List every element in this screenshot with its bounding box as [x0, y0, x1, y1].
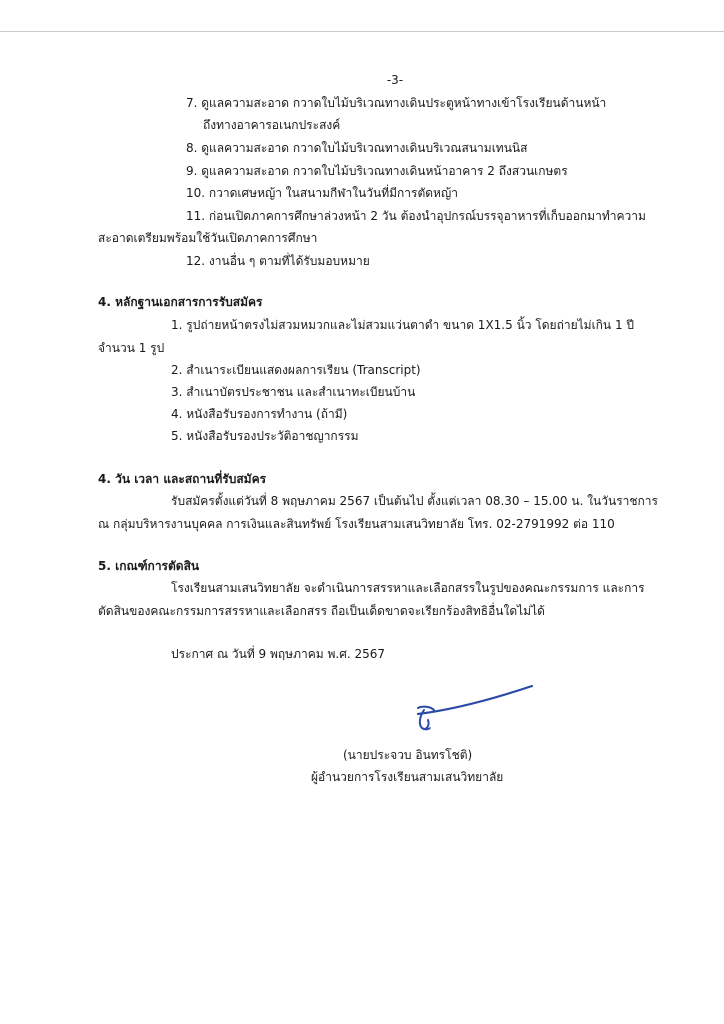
application-line-1: รับสมัครตั้งแต่วันที่ 8 พฤษภาคม 2567 เป็นต้นไป ตั้งแต่เวลา 08.30 – 15.00 น. ในวันราชการ — [171, 494, 658, 508]
duty-item-10: 10. กวาดเศษหญ้า ในสนามกีฬาในวันที่มีการตัดหญ้า — [186, 186, 458, 200]
application-line-2: ณ กลุ่มบริหารงานบุคคล การเงินและสินทรัพย์ โรงเรียนสามเสนวิทยาลัย โทร. 02-2791992 ต่อ 110 — [98, 517, 615, 531]
documents-item-4: 4. หนังสือรับรองการทำงาน (ถ้ามี) — [171, 407, 348, 421]
signatory-name: (นายประจวบ อินทรโชติ) — [343, 748, 473, 762]
duty-item-9: 9. ดูแลความสะอาด กวาดใบไม้บริเวณทางเดินหน้าอาคาร 2 ถึงสวนเกษตร — [186, 164, 568, 178]
page-number: -3- — [386, 73, 404, 87]
documents-item-1-line-1: 1. รูปถ่ายหน้าตรงไม่สวมหมวกและไม่สวมแว่นตาดำ ขนาด 1X1.5 นิ้ว โดยถ่ายไม่เกิน 1 ปี — [171, 318, 635, 332]
documents-item-3: 3. สำเนาบัตรประชาชน และสำเนาทะเบียนบ้าน — [171, 385, 416, 399]
application-section-heading: 4. วัน เวลา และสถานที่รับสมัคร — [98, 472, 267, 486]
duty-item-11-line-2: สะอาดเตรียมพร้อมใช้วันเปิดภาคการศึกษา — [98, 231, 318, 245]
scan-edge-line — [0, 31, 724, 32]
decision-line-1: โรงเรียนสามเสนวิทยาลัย จะดำเนินการสรรหาและเลือกสรรในรูปของคณะกรรมการ และการ — [171, 581, 645, 595]
announcement-date: ประกาศ ณ วันที่ 9 พฤษภาคม พ.ศ. 2567 — [171, 647, 386, 661]
duty-item-12: 12. งานอื่น ๆ ตามที่ได้รับมอบหมาย — [186, 254, 370, 268]
decision-line-2: ตัดสินของคณะกรรมการสรรหาและเลือกสรร ถือเป็นเด็ดขาดจะเรียกร้องสิทธิอื่นใดไม่ได้ — [98, 604, 545, 618]
signature-image — [410, 680, 535, 732]
documents-section-heading: 4. หลักฐานเอกสารการรับสมัคร — [98, 295, 263, 309]
documents-item-2: 2. สำเนาระเบียนแสดงผลการเรียน (Transcript) — [171, 363, 421, 377]
duty-item-7-line-2: ถึงทางอาคารอเนกประสงค์ — [203, 118, 341, 132]
duty-item-8: 8. ดูแลความสะอาด กวาดใบไม้บริเวณทางเดินบริเวณสนามเทนนิส — [186, 141, 528, 155]
duty-item-7-line-1: 7. ดูแลความสะอาด กวาดใบไม้บริเวณทางเดินประตูหน้าทางเข้าโรงเรียนด้านหน้า — [186, 96, 607, 110]
duty-item-11-line-1: 11. ก่อนเปิดภาคการศึกษาล่วงหน้า 2 วัน ต้องนำอุปกรณ์บรรจุอาหารที่เก็บออกมาทำความ — [186, 209, 646, 223]
documents-item-1-line-2: จำนวน 1 รูป — [98, 341, 165, 355]
signatory-title: ผู้อำนวยการโรงเรียนสามเสนวิทยาลัย — [311, 770, 504, 784]
decision-section-heading: 5. เกณฑ์การตัดสิน — [98, 559, 200, 573]
documents-item-5: 5. หนังสือรับรองประวัติอาชญากรรม — [171, 429, 359, 443]
